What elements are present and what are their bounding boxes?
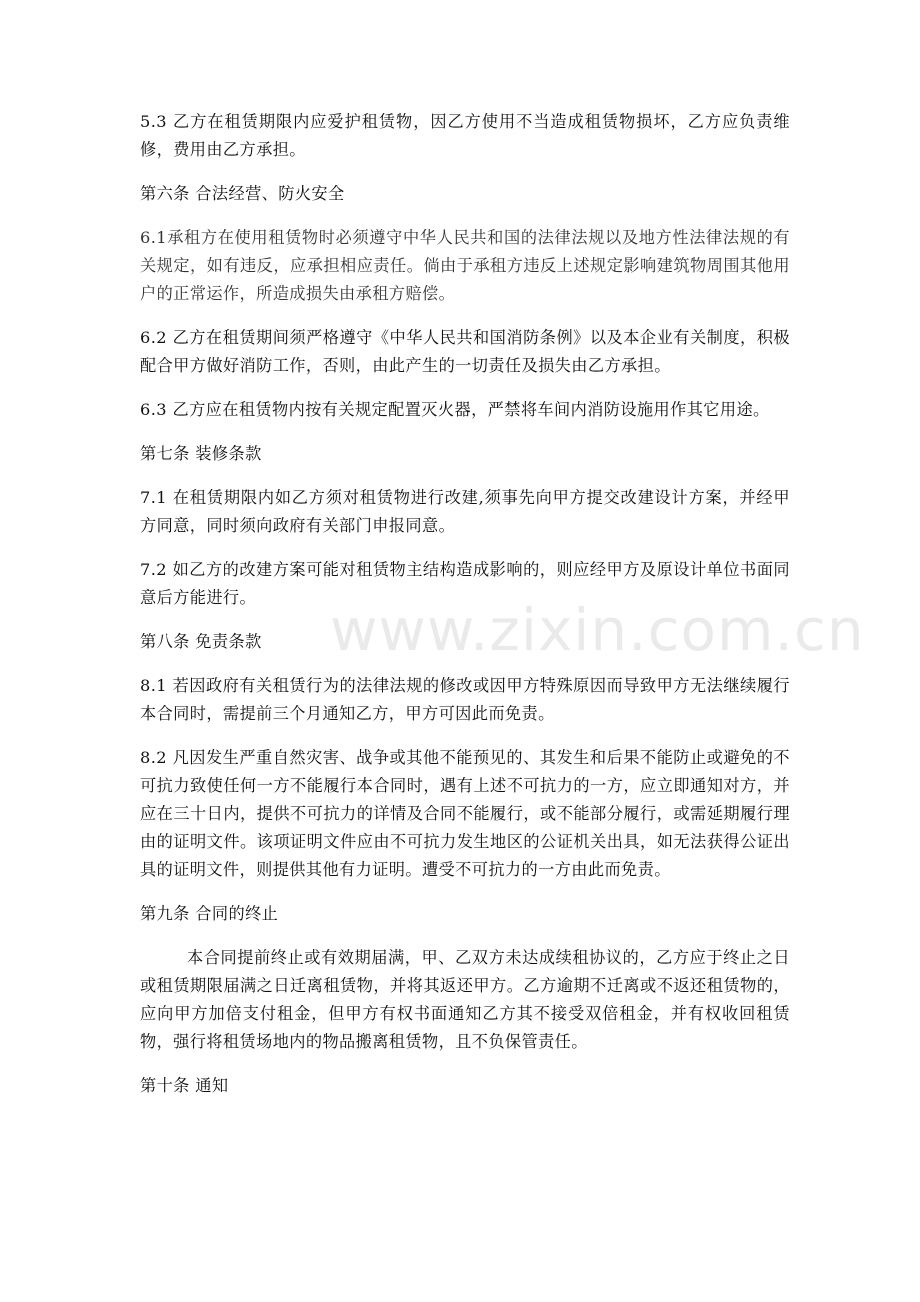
clause-6-2: 6.2 乙方在租赁期间须严格遵守《中华人民共和国消防条例》以及本企业有关制度，积极配合甲方做好消防工作，否则，由此产生的一切责任及损失由乙方承担。 [140, 328, 790, 375]
article-9-heading: 第九条 合同的终止 [140, 904, 279, 923]
clause-8-1: 8.1 若因政府有关租赁行为的法律法规的修改或因甲方特殊原因而导致甲方无法继续履行本合同时，需提前三个月通知乙方，甲方可因此而免责。 [140, 676, 790, 723]
clause-6-3: 6.3 乙方应在租赁物内按有关规定配置灭火器，严禁将车间内消防设施用作其它用途。 [140, 400, 770, 419]
clause-5-3: 5.3 乙方在租赁期限内应爱护租赁物，因乙方使用不当造成租赁物损坏，乙方应负责维修，费用由乙方承担。 [140, 112, 790, 159]
clause-6-1: 6.1承租方在使用租赁物时必须遵守中华人民共和国的法律法规以及地方性法律法规的有关规定，如有违反，应承担相应责任。倘由于承租方违反上述规定影响建筑物周围其他用户的正常运作，所造成损失由承租方赔偿。 [140, 228, 790, 303]
clause-7-1: 7.1 在租赁期限内如乙方须对租赁物进行改建,须事先向甲方提交改建设计方案，并经甲方同意，同时须向政府有关部门申报同意。 [140, 488, 790, 535]
article-7-heading: 第七条 装修条款 [140, 444, 262, 463]
clause-8-2: 8.2 凡因发生严重自然灾害、战争或其他不能预见的、其发生和后果不能防止或避免的不可抗力致使任何一方不能履行本合同时，遇有上述不可抗力的一方，应立即通知对方，并应在三十日内，提供不可抗力的详情及合同不能履行，或不能部分履行，或需延期履行理由的证明文件。该项证明文件应由不可抗力发生地区的公证机关出具，如无法获得公证出具的证明文件，则提供其他有力证明。遭受不可抗力的一方由此而免责。 [140, 748, 790, 879]
article-9-body: 本合同提前终止或有效期届满，甲、乙双方未达成续租协议的，乙方应于终止之日或租赁期限届满之日迁离租赁物，并将其返还甲方。乙方逾期不迁离或不返还租赁物的，应向甲方加倍支付租金，但甲方有权书面通知乙方其不接受双倍租金，并有权收回租赁物，强行将租赁场地内的物品搬离租赁物，且不负保管责任。 [140, 948, 790, 1051]
watermark-text: www.zixin.com.cn [330, 596, 865, 664]
article-10-heading: 第十条 通知 [140, 1076, 229, 1095]
clause-7-2: 7.2 如乙方的改建方案可能对租赁物主结构造成影响的，则应经甲方及原设计单位书面同意后方能进行。 [140, 560, 790, 607]
article-6-heading: 第六条 合法经营、防火安全 [140, 184, 345, 203]
article-8-heading: 第八条 免责条款 [140, 632, 262, 651]
document-page [140, 108, 790, 1116]
